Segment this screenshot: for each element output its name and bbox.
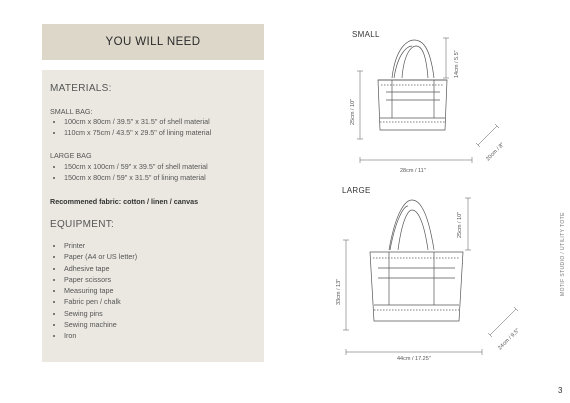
- large-size-label: LARGE: [342, 186, 371, 195]
- list-item: • Paper (A4 or US letter): [64, 251, 137, 262]
- list-item: • Iron: [64, 330, 137, 341]
- list-item: • Measuring tape: [64, 285, 137, 296]
- large-handle-dimension: 25cm / 10": [457, 211, 463, 238]
- large-depth-dimension: 24cm / 9.5": [497, 327, 521, 352]
- small-handle-dimension: 14cm / 5.5": [454, 50, 460, 78]
- banner-title: YOU WILL NEED: [105, 36, 201, 48]
- page-number: 3: [558, 386, 563, 395]
- small-size-label: SMALL: [352, 30, 380, 39]
- recommended-fabric: Recommened fabric: cotton / linen / canvas: [50, 197, 199, 206]
- small-tote-illustration: [378, 40, 447, 130]
- small-bag-heading: SMALL BAG:: [50, 107, 93, 116]
- large-bag-heading: LARGE BAG: [50, 151, 92, 160]
- list-item: • 100cm x 80cm / 39.5" x 31.5" of shell material: [64, 116, 211, 127]
- list-item: • Sewing machine: [64, 319, 137, 330]
- brand-side-text: MOTIF STUDIO / UTILITY TOTE: [560, 212, 566, 296]
- small-depth-dimension: 20cm / 8": [485, 141, 506, 163]
- small-width-dimension: 28cm / 11": [400, 168, 426, 174]
- equipment-heading: EQUIPMENT:: [50, 219, 115, 230]
- list-item: • Sewing pins: [64, 308, 137, 319]
- materials-heading: MATERIALS:: [50, 83, 112, 94]
- large-width-dimension: 44cm / 17.25": [397, 356, 431, 362]
- list-item: • 150cm x 80cm / 59" x 31.5" of lining material: [64, 172, 208, 183]
- list-item: • Paper scissors: [64, 274, 137, 285]
- large-tote-illustration: [370, 200, 463, 321]
- large-height-dimension: 33cm / 13": [336, 278, 342, 305]
- list-item: • Printer: [64, 240, 137, 251]
- small-height-dimension: 25cm / 10": [350, 98, 356, 125]
- list-item: • Adhesive tape: [64, 263, 137, 274]
- list-item: • 110cm x 75cm / 43.5" x 29.5" of lining material: [64, 127, 211, 138]
- list-item: • Fabric pen / chalk: [64, 296, 137, 307]
- list-item: • 150cm x 100cm / 59" x 39.5" of shell material: [64, 161, 208, 172]
